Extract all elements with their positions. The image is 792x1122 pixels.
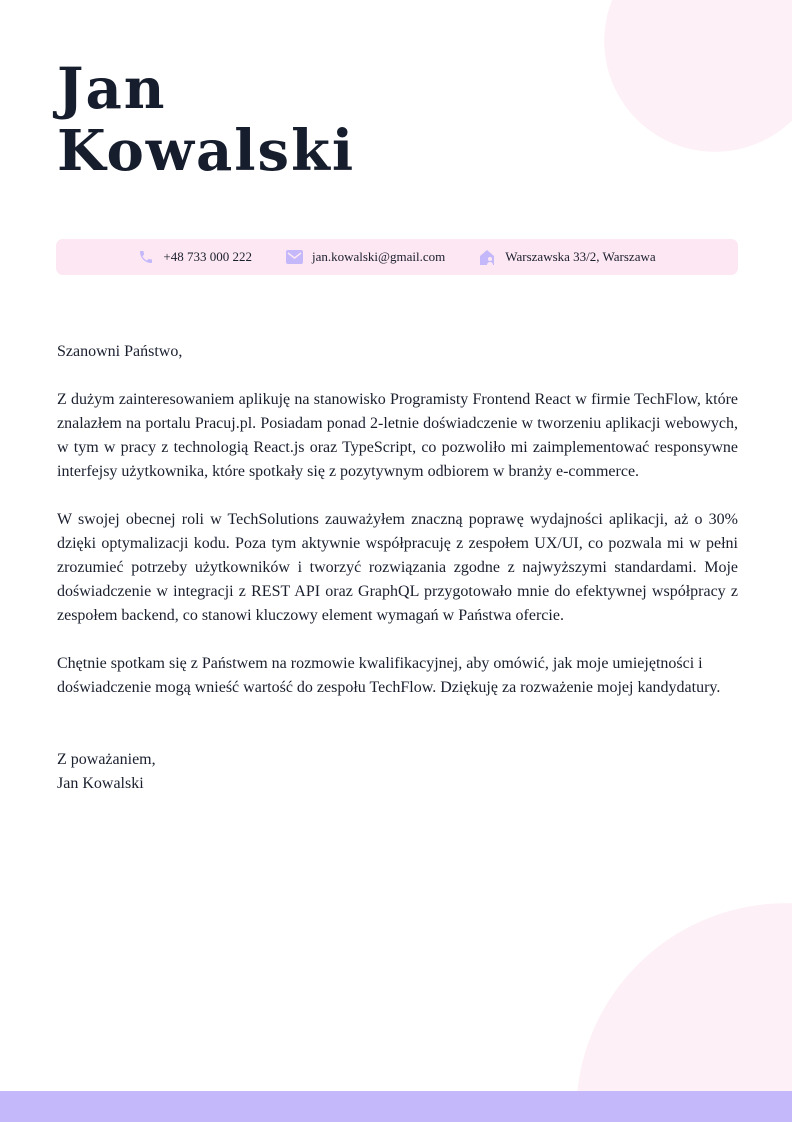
contact-bar (56, 239, 738, 275)
closing: Z poważaniem, (57, 751, 156, 768)
contact-address (479, 249, 655, 265)
paragraph: W swojej obecnej roli w TechSolutions zauważyłem znaczną poprawę wydajności aplikacji, aż o 30% dzięki optymalizacji kodu. Poza tym aktywnie współpracuję z zespołem UX/UI, co pozwala mi w pełni zrozumieć potrzeby użytkowników i tworzyć rozwiązania zgodne z najwyższymi standardami. Moje doświadczenie w integracji z REST API oraz GraphQL przygotowało mnie do efektywnej współpracy z zespołem backend, co stanowi kluczowy element wymagań w Państwa ofercie. (57, 511, 738, 624)
decorative-circle-top (604, 0, 792, 152)
last-name: Kowalski (57, 118, 356, 184)
mail-icon (286, 250, 303, 264)
contact-phone (138, 249, 252, 265)
decorative-circle-bottom (576, 903, 792, 1091)
email-text: jan.kowalski@gmail.com (311, 249, 446, 264)
footer-bar (0, 1091, 792, 1122)
address-text: Warszawska 33/2, Warszawa (505, 249, 656, 264)
phone-text: +48 733 000 222 (163, 249, 252, 264)
paragraph: Z dużym zainteresowaniem aplikuję na stanowisko Programisty Frontend React w firmie TechFlow, które znalazłem na portalu Pracuj.pl. Posiadam ponad 2-letnie doświadczenie w tworzeniu aplikacji webowych, w tym w pracy z technologią React.js oraz TypeScript, co pozwoliło mi zaimplementować responsywne interfejsy użytkownika, które spotkały się z pozytywnym odbiorem w branży e-commerce. (57, 391, 738, 480)
home-user-icon (479, 249, 496, 265)
greeting: Szanowni Państwo, (57, 343, 183, 360)
phone-icon (138, 249, 154, 265)
signature: Jan Kowalski (57, 775, 144, 792)
contact-email (286, 249, 445, 265)
letter-body (57, 340, 738, 796)
paragraph: Chętnie spotkam się z Państwem na rozmowie kwalifikacyjnej, aby omówić, jak moje umiejętności i doświadczenie mogą wnieść wartość do zespołu TechFlow. Dziękuję za rozważenie mojej kandydatury. (57, 655, 721, 696)
candidate-name (57, 58, 355, 182)
first-name: Jan (57, 56, 167, 122)
